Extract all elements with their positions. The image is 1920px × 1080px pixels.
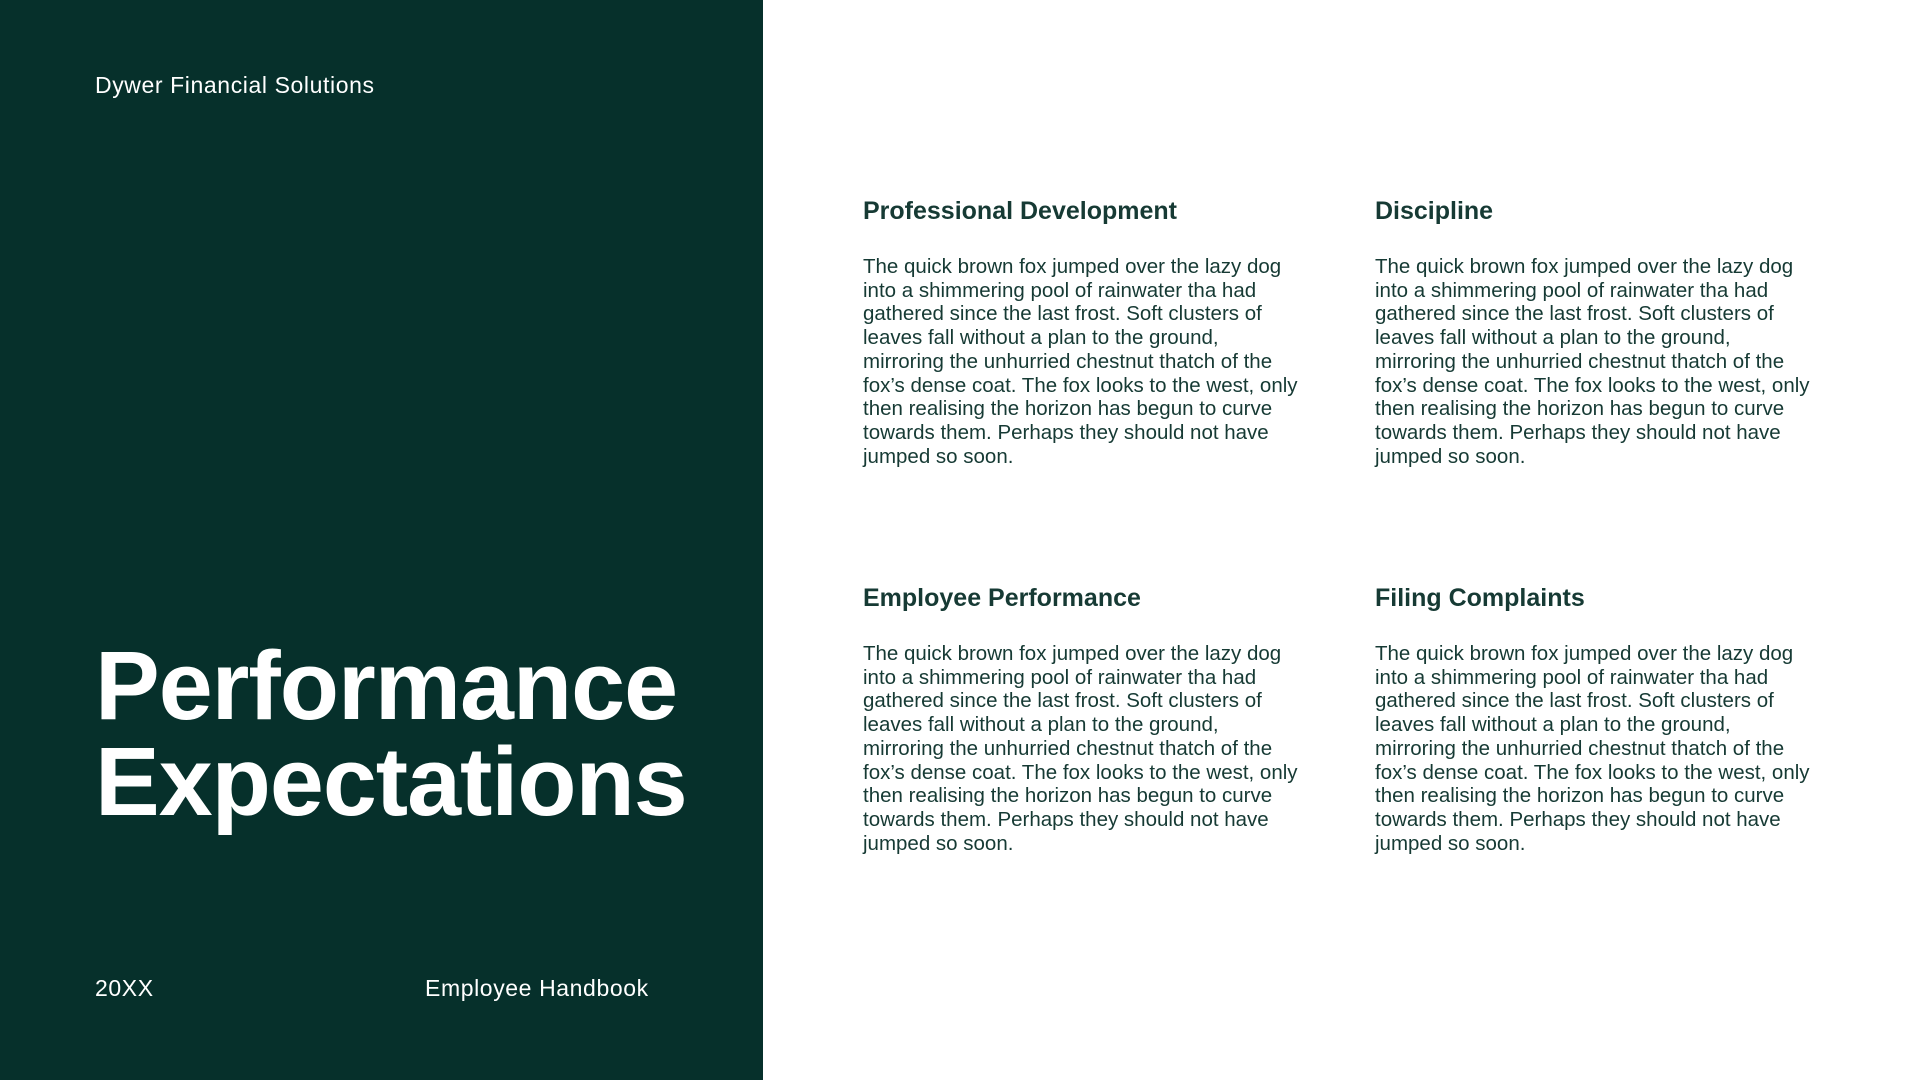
section-heading: Employee Performance xyxy=(863,584,1141,612)
section-filing-complaints xyxy=(1375,583,1815,855)
section-body: The quick brown fox jumped over the lazy dog into a shimmering pool of rainwater tha had gathered since the last frost. Soft clusters of leaves fall without a plan to the ground, mirroring the unhurried chestnut thatch of the fox’s dense coat. The fox looks to the west, only then realising the horizon has begun to curve towards them. Perhaps they should not have jumped so soon. xyxy=(863,255,1298,468)
document-type-label: Employee Handbook xyxy=(425,975,649,1001)
year-label: 20XX xyxy=(95,975,154,1001)
section-professional-development xyxy=(863,196,1303,468)
page-title xyxy=(95,631,687,836)
section-employee-performance xyxy=(863,583,1303,855)
section-heading: Filing Complaints xyxy=(1375,584,1585,612)
section-heading: Discipline xyxy=(1375,197,1494,225)
section-body: The quick brown fox jumped over the lazy dog into a shimmering pool of rainwater tha had gathered since the last frost. Soft clusters of leaves fall without a plan to the ground, mirroring the unhurried chestnut thatch of the fox’s dense coat. The fox looks to the west, only then realising the horizon has begun to curve towards them. Perhaps they should not have jumped so soon. xyxy=(1375,642,1810,855)
section-body: The quick brown fox jumped over the lazy dog into a shimmering pool of rainwater tha had gathered since the last frost. Soft clusters of leaves fall without a plan to the ground, mirroring the unhurried chestnut thatch of the fox’s dense coat. The fox looks to the west, only then realising the horizon has begun to curve towards them. Perhaps they should not have jumped so soon. xyxy=(1375,255,1810,468)
content-panel xyxy=(763,0,1920,1080)
section-heading: Professional Development xyxy=(863,197,1177,225)
section-discipline xyxy=(1375,196,1815,468)
page-title-line-1: Performance xyxy=(95,631,678,740)
company-name: Dywer Financial Solutions xyxy=(95,72,375,98)
section-body: The quick brown fox jumped over the lazy dog into a shimmering pool of rainwater tha had gathered since the last frost. Soft clusters of leaves fall without a plan to the ground, mirroring the unhurried chestnut thatch of the fox’s dense coat. The fox looks to the west, only then realising the horizon has begun to curve towards them. Perhaps they should not have jumped so soon. xyxy=(863,642,1298,855)
page-title-line-2: Expectations xyxy=(95,727,687,836)
title-panel xyxy=(0,0,763,1080)
